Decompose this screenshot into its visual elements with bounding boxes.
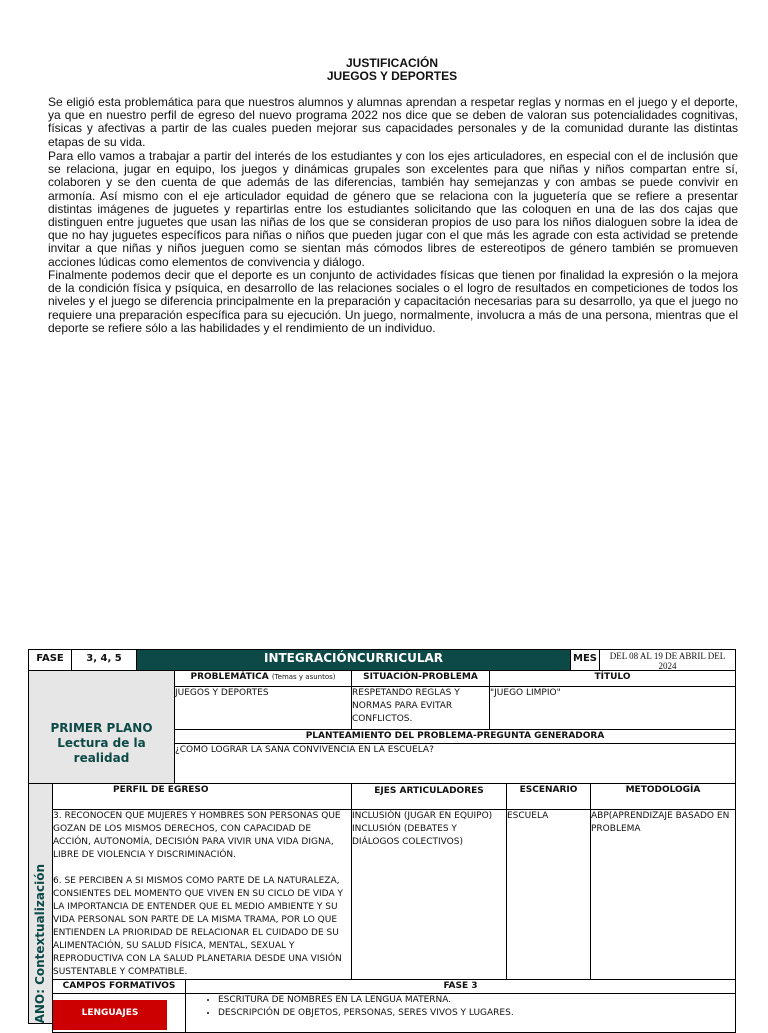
perfil-item-3: 3. RECONOCEN QUE MUJERES Y HOMBRES SON PERSONAS QUE GOZAN DE LOS MISMOS DERECHOS, CON CAPACIDAD DE ACCIÓN, AUTONOMÍA, DECISIÓN PARA VIVIR UNA VIDA DIGNA, LIBRE DE VIOLENCIA Y DISCRIMINACIÓN.	[53, 811, 341, 860]
problematica-value: JUEGOS Y DEPORTES	[174, 686, 352, 730]
fase-label: FASE	[28, 649, 72, 671]
ejes-content	[351, 809, 507, 980]
fase-3-list	[186, 994, 735, 1020]
situacion-value: RESPETANDO REGLAS Y NORMAS PARA EVITAR CONFLICTOS.	[351, 686, 490, 730]
perfil-content	[52, 809, 352, 980]
paragraph-3: Finalmente podemos decir que el deporte es un conjunto de actividades físicas que tienen por finalidad la expresión o la mejora de la condición física y psíquica, en desarrollo de las relaciones sociales o el logro de resultados en competiciones de todos los niveles y el juego se diferencia principalmente en la preparación y capacitación necesarias para su desarrollo, ya que el juego no requiere una preparación específica para su ejecución. Un juego, normalmente, involucra a más de una persona, mientras que el deporte se refiere sólo a las habilidades y el rendimiento de un individuo.	[48, 268, 738, 335]
mes-value: DEL 08 AL 19 DE ABRIL DEL 2024	[599, 649, 736, 671]
eje-inclusion-equipo: INCLUSIÓN (JUGAR EN EQUIPO)	[352, 811, 493, 821]
contextualizacion-side	[28, 783, 53, 1024]
lenguajes-cell	[52, 993, 186, 1033]
perfil-header: PERFIL DE EGRESO	[52, 783, 352, 810]
metodologia-header: METODOLOGÍA	[590, 783, 736, 810]
list-item: • DESCRIPCIÓN DE OBJETOS, PERSONAS, SERES VIVOS Y LUGARES.	[218, 1007, 735, 1020]
list-item: • ESCRITURA DE NOMBRES EN LA LENGUA MATERNA.	[218, 994, 735, 1007]
primer-plano-subtitle: Lectura de la realidad	[57, 736, 146, 765]
eje-inclusion-debates: INCLUSIÓN (DEBATES Y DIÁLOGOS COLECTIVOS)	[352, 824, 463, 847]
title-line-1: JUSTIFICACIÓN	[345, 56, 438, 70]
integracion-header: INTEGRACIÓNCURRICULAR	[136, 649, 571, 671]
fase-3-content	[185, 993, 736, 1033]
escenario-header: ESCENARIO	[506, 783, 591, 810]
problematica-header	[174, 670, 352, 687]
campos-formativos-header: CAMPOS FORMATIVOS	[52, 979, 186, 994]
problematica-note: (Temas y asuntos)	[271, 673, 336, 681]
fase-3-header: FASE 3	[185, 979, 736, 994]
perfil-item-6: 6. SE PERCIBEN A SI MISMOS COMO PARTE DE LA NATURALEZA, CONSIENTES DEL MOMENTO QUE VIVEN EN SU CICLO DE VIDA Y LA IMPORTANCIA DE ENTENDER QUE EL MEDIO AMBIENTE Y SU VIDA PERSONAL SON PARTE DE LA MISMA TRAMA, POR LO QUE ENTIENDEN LA PRIORIDAD DE RELACIONAR EL CUIDADO DE SU ALIMENTACIÓN, SU SALUD FÍSICA, MENTAL, SEXUAL Y REPRODUCTIVA CON LA SALUD PLANETARIA DESDE UNA VISIÓN SUSTENTABLE Y COMPATIBLE.	[53, 876, 343, 977]
contextualizacion-label: ANO: Contextualización	[33, 863, 47, 1023]
metodologia-value: ABP(APRENDIZAJE BASADO EN PROBLEMA	[590, 809, 736, 980]
paragraph-2: Para ello vamos a trabajar a partir del interés de los estudiantes y con los ejes articuladores, en especial con el de inclusión que se relaciona, jugar en equipo, los juegos y dinámicas grupales son excelentes para que niñas y niños compartan entre sí, colaboren y se den cuenta de que además de las diferencias, también hay semejanzas y con ambas se puede convivir en armonía. Así mismo con el eje articulador equidad de género que se relaciona con la juguetería que se refiere a presentar distintas imágenes de juguetes y repartirlas entre los estudiantes solicitando que las coloquen en una de las dos cajas que distinguen entre juguetes que usan las niñas de los que se consideran propios de uso para los niños dialoguen sobre la idea de que no hay juguetes específicos para niñas o niños que pueden jugar con el que más les agrade con esta actividad se pretende invitar a que niñas y niños jueguen como se sientan más cómodos libres de estereotipos de género también se promueven acciones lúdicas como elementos de convivencia y diálogo.	[48, 149, 738, 269]
titulo-value: "JUEGO LIMPIO"	[489, 686, 736, 730]
paragraph-1: Se eligió esta problemática para que nuestros alumnos y alumnas aprendan a respetar reglas y normas en el juego y el deporte, ya que en nuestro perfil de egreso del nuevo programa 2022 nos dice que se deben de valoran sus potencialidades cognitivas, físicas y afectivas a partir de las cuales pueden mejorar sus capacidades personales y de la comunidad durante las distintas etapas de su vida.	[48, 95, 738, 149]
lenguajes-label: LENGUAJES	[53, 1000, 167, 1030]
primer-plano-title: PRIMER PLANO	[50, 721, 153, 735]
fase-value: 3, 4, 5	[71, 649, 137, 671]
titulo-header: TÍTULO	[489, 670, 736, 687]
situacion-header: SITUACIÓN-PROBLEMA	[351, 670, 490, 687]
primer-plano-cell	[28, 670, 175, 784]
mes-label: MES	[570, 649, 600, 671]
problematica-label: PROBLEMÁTICA	[190, 672, 269, 682]
escenario-value: ESCUELA	[506, 809, 591, 980]
title-line-2: JUEGOS Y DEPORTES	[326, 69, 458, 83]
ejes-header: EJES ARTICULADORES	[351, 783, 507, 810]
pregunta-generadora: ¿COMO LOGRAR LA SANA CONVIVENCIA EN LA ESCUELA?	[174, 743, 736, 784]
planteamiento-header: PLANTEAMIENTO DEL PROBLEMA-PREGUNTA GENERADORA	[174, 729, 736, 744]
